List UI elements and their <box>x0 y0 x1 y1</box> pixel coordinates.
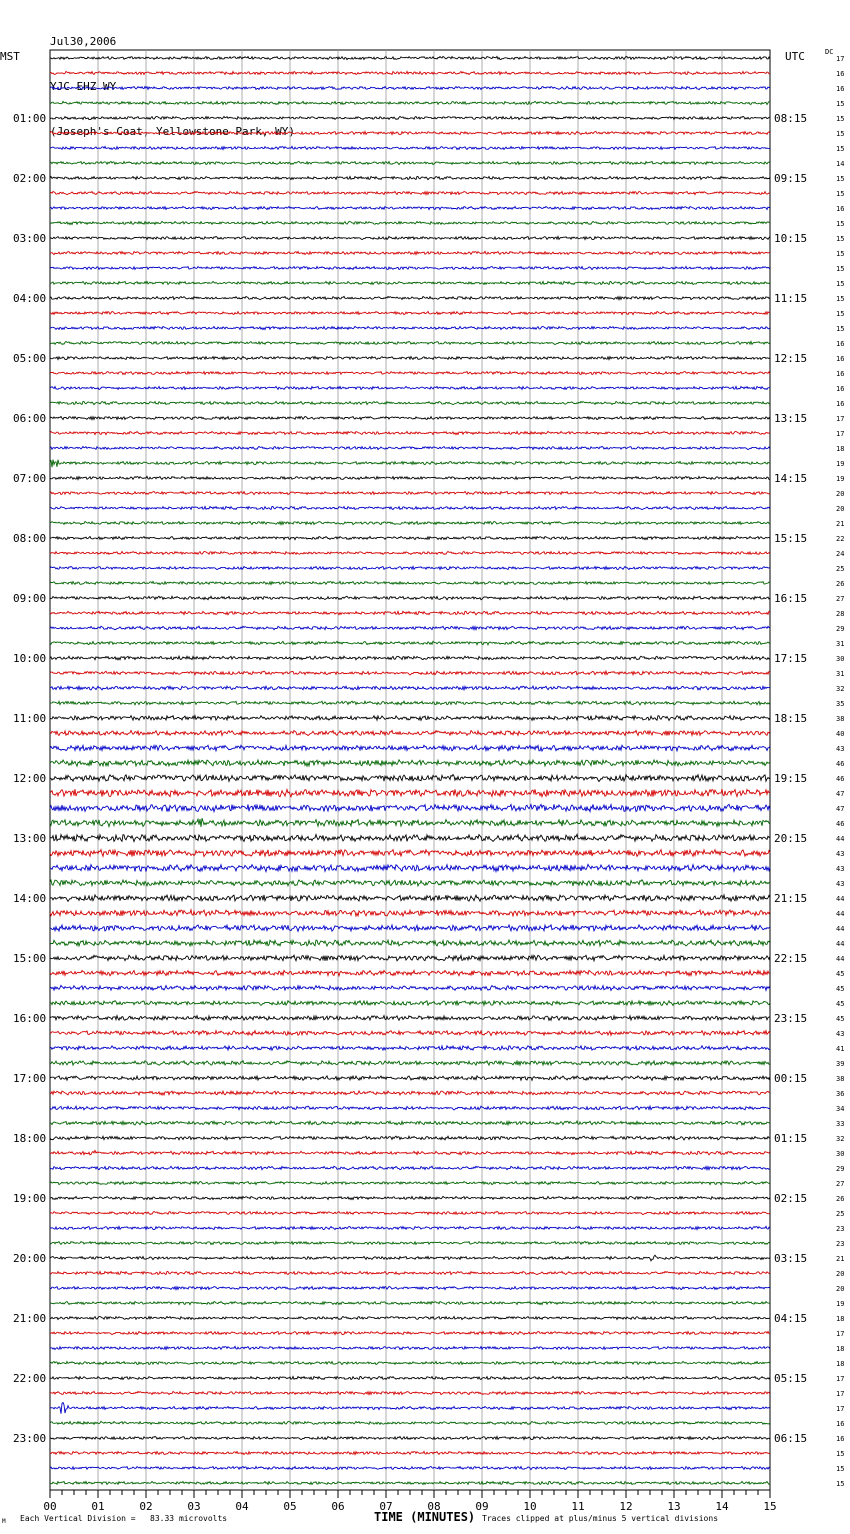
x-tick-label: 09 <box>475 1500 489 1513</box>
dc-offset-label: 24 <box>836 550 845 558</box>
seismic-trace <box>50 101 770 104</box>
dc-offset-label: 47 <box>836 790 845 798</box>
seismic-trace <box>50 296 770 299</box>
left-hour-label: 09:00 <box>13 592 47 605</box>
seismic-trace <box>50 1421 770 1424</box>
dc-offset-label: 20 <box>836 1285 845 1293</box>
seismic-trace <box>50 431 770 434</box>
seismic-trace <box>50 641 770 645</box>
left-hour-label: 17:00 <box>13 1072 47 1085</box>
seismic-trace <box>50 446 770 449</box>
dc-offset-label: 44 <box>836 895 845 903</box>
seismic-trace <box>50 1091 770 1095</box>
dc-offset-label: 47 <box>836 805 845 813</box>
right-hour-label: 15:15 <box>774 532 808 545</box>
dc-offset-label: 16 <box>836 1420 845 1428</box>
dc-offset-label: 21 <box>836 1255 845 1263</box>
seismic-trace <box>50 1346 770 1349</box>
dc-offset-label: 15 <box>836 115 845 123</box>
seismic-trace <box>50 1376 770 1379</box>
seismic-trace <box>50 1182 770 1185</box>
x-tick-label: 11 <box>571 1500 585 1513</box>
right-hour-label: 18:15 <box>774 712 808 725</box>
dc-offset-label: 43 <box>836 1030 845 1038</box>
date-label: Jul30,2006 <box>50 35 117 48</box>
dc-offset-label: 16 <box>836 205 845 213</box>
right-hour-label: 00:15 <box>774 1072 808 1085</box>
seismic-trace <box>50 146 770 149</box>
dc-offset-label: 16 <box>836 355 845 363</box>
left-hour-label: 15:00 <box>13 952 47 965</box>
seismic-trace <box>50 850 770 857</box>
seismic-trace <box>50 1166 770 1170</box>
right-hour-label: 02:15 <box>774 1192 808 1205</box>
left-hour-label: 10:00 <box>13 652 47 665</box>
seismic-trace <box>50 1150 770 1155</box>
seismic-trace <box>50 864 770 871</box>
right-hour-label: 11:15 <box>774 292 808 305</box>
seismic-trace <box>50 671 770 675</box>
dc-offset-label: 15 <box>836 220 845 228</box>
dc-offset-label: 28 <box>836 610 845 618</box>
seismic-trace <box>50 86 770 89</box>
right-hour-label: 04:15 <box>774 1312 808 1325</box>
x-tick-label: 12 <box>619 1500 633 1513</box>
seismic-trace <box>50 985 770 990</box>
clipping-note: Traces clipped at plus/minus 5 vertical divisions <box>482 1514 719 1523</box>
left-hour-label: 14:00 <box>13 892 47 905</box>
seismic-trace <box>50 1121 770 1125</box>
seismic-trace <box>50 1031 770 1036</box>
seismic-trace <box>50 1436 770 1439</box>
seismic-trace <box>50 460 770 468</box>
dc-offset-label: 46 <box>836 820 845 828</box>
dc-offset-label: 32 <box>836 1135 845 1143</box>
x-tick-label: 15 <box>763 1500 777 1513</box>
seismic-trace <box>50 552 770 555</box>
seismic-trace <box>50 1046 770 1050</box>
left-hour-label: 12:00 <box>13 772 47 785</box>
left-hour-label: 05:00 <box>13 352 47 365</box>
x-tick-label: 00 <box>43 1500 57 1513</box>
dc-offset-label: 19 <box>836 460 845 468</box>
x-tick-label: 13 <box>667 1500 681 1513</box>
x-tick-label: 03 <box>187 1500 201 1513</box>
left-hour-label: 23:00 <box>13 1432 47 1445</box>
seismic-trace <box>50 1076 770 1080</box>
seismic-trace <box>50 1287 770 1290</box>
seismic-trace <box>50 970 770 975</box>
seismic-trace <box>50 760 770 766</box>
seismic-trace <box>50 1467 770 1470</box>
seismic-trace <box>50 1211 770 1214</box>
x-tick-label: 14 <box>715 1500 729 1513</box>
dc-offset-label: 25 <box>836 1210 845 1218</box>
dc-offset-label: 44 <box>836 925 845 933</box>
seismic-trace <box>50 236 770 239</box>
right-hour-label: 10:15 <box>774 232 808 245</box>
left-hour-label: 01:00 <box>13 112 47 125</box>
dc-offset-label: 18 <box>836 1345 845 1353</box>
seismic-trace <box>50 372 770 375</box>
left-hour-label: 02:00 <box>13 172 47 185</box>
dc-offset-label: 46 <box>836 775 845 783</box>
right-hour-label: 14:15 <box>774 472 808 485</box>
dc-offset-label: 15 <box>836 190 845 198</box>
dc-offset-label: 45 <box>836 970 845 978</box>
dc-offset-label: 41 <box>836 1045 845 1053</box>
seismic-trace <box>50 1301 770 1304</box>
x-tick-label: 01 <box>91 1500 105 1513</box>
dc-offset-label: 45 <box>836 985 845 993</box>
seismic-trace <box>50 71 770 74</box>
dc-offset-label: 38 <box>836 1075 845 1083</box>
dc-offset-label: 15 <box>836 295 845 303</box>
right-hour-label: 19:15 <box>774 772 808 785</box>
dc-offset-label: 44 <box>836 940 845 948</box>
seismic-trace <box>50 1016 770 1021</box>
dc-offset-label: 17 <box>836 430 845 438</box>
dc-offset-heading: DC <box>825 48 834 56</box>
seismic-trace <box>50 476 770 479</box>
left-hour-label: 08:00 <box>13 532 47 545</box>
right-hour-label: 01:15 <box>774 1132 808 1145</box>
seismic-trace <box>50 818 770 827</box>
left-hour-label: 06:00 <box>13 412 47 425</box>
dc-offset-label: 27 <box>836 1180 845 1188</box>
seismic-trace <box>50 1271 770 1274</box>
dc-offset-label: 31 <box>836 640 845 648</box>
dc-offset-label: 17 <box>836 415 845 423</box>
dc-offset-label: 20 <box>836 505 845 513</box>
dc-offset-label: 19 <box>836 475 845 483</box>
corner-mark: M <box>2 1518 6 1525</box>
seismic-trace <box>50 401 770 404</box>
dc-offset-label: 18 <box>836 1315 845 1323</box>
seismic-trace <box>50 955 770 961</box>
x-tick-label: 08 <box>427 1500 441 1513</box>
seismic-trace <box>50 536 770 539</box>
dc-offset-label: 32 <box>836 685 845 693</box>
right-hour-label: 08:15 <box>774 112 808 125</box>
dc-offset-label: 18 <box>836 1360 845 1368</box>
x-tick-label: 04 <box>235 1500 249 1513</box>
seismic-trace <box>50 626 770 630</box>
seismic-trace <box>50 925 770 931</box>
dc-offset-label: 25 <box>836 565 845 573</box>
seismic-trace <box>50 804 770 811</box>
seismic-trace <box>50 1403 770 1414</box>
seismic-trace <box>50 834 770 841</box>
dc-offset-label: 15 <box>836 235 845 243</box>
dc-offset-label: 15 <box>836 175 845 183</box>
seismic-trace <box>50 1061 770 1066</box>
seismic-trace <box>50 730 770 735</box>
seismic-trace <box>50 1451 770 1454</box>
dc-offset-label: 17 <box>836 1390 845 1398</box>
seismic-trace <box>50 880 770 886</box>
dc-offset-label: 20 <box>836 1270 845 1278</box>
x-tick-label: 07 <box>379 1500 393 1513</box>
seismic-trace <box>50 207 770 210</box>
dc-offset-label: 16 <box>836 85 845 93</box>
seismic-trace <box>50 191 770 194</box>
dc-offset-label: 15 <box>836 310 845 318</box>
dc-offset-label: 40 <box>836 730 845 738</box>
right-hour-label: 03:15 <box>774 1252 808 1265</box>
seismic-trace <box>50 895 770 901</box>
left-hour-label: 03:00 <box>13 232 47 245</box>
right-hour-label: 06:15 <box>774 1432 808 1445</box>
left-hour-label: 13:00 <box>13 832 47 845</box>
seismic-trace <box>50 745 770 751</box>
seismic-trace <box>50 789 770 797</box>
seismic-trace <box>50 491 770 494</box>
seismic-trace <box>50 267 770 270</box>
seismic-trace <box>50 775 770 782</box>
seismic-trace <box>50 686 770 690</box>
station-label: YJC EHZ WY <box>50 80 117 93</box>
left-hour-label: 18:00 <box>13 1132 47 1145</box>
dc-offset-label: 18 <box>836 445 845 453</box>
seismic-trace <box>50 506 770 509</box>
seismic-trace <box>50 1391 770 1394</box>
right-hour-label: 16:15 <box>774 592 808 605</box>
seismic-trace <box>50 281 770 284</box>
right-hour-label: 17:15 <box>774 652 808 665</box>
seismic-trace <box>50 221 770 224</box>
dc-offset-label: 15 <box>836 1465 845 1473</box>
dc-offset-label: 38 <box>836 715 845 723</box>
dc-offset-label: 16 <box>836 70 845 78</box>
vertical-division-note: Each Vertical Division = 83.33 microvolts <box>20 1514 228 1523</box>
dc-offset-label: 34 <box>836 1105 845 1113</box>
seismic-trace <box>50 356 770 359</box>
dc-offset-label: 46 <box>836 760 845 768</box>
dc-offset-label: 44 <box>836 955 845 963</box>
seismic-trace <box>50 1106 770 1110</box>
dc-offset-label: 16 <box>836 370 845 378</box>
dc-offset-label: 30 <box>836 655 845 663</box>
dc-offset-label: 44 <box>836 835 845 843</box>
right-hour-label: 20:15 <box>774 832 808 845</box>
dc-offset-label: 43 <box>836 865 845 873</box>
right-hour-label: 23:15 <box>774 1012 808 1025</box>
left-hour-label: 07:00 <box>13 472 47 485</box>
dc-offset-label: 15 <box>836 1480 845 1488</box>
seismic-trace <box>50 386 770 389</box>
seismic-trace <box>50 161 770 164</box>
dc-offset-label: 15 <box>836 280 845 288</box>
dc-offset-label: 31 <box>836 670 845 678</box>
seismic-trace <box>50 131 770 134</box>
dc-offset-label: 36 <box>836 1090 845 1098</box>
dc-offset-label: 17 <box>836 55 845 63</box>
seismic-trace <box>50 1226 770 1229</box>
left-timezone-label: MST <box>0 50 20 63</box>
dc-offset-label: 15 <box>836 1450 845 1458</box>
seismic-trace <box>50 1196 770 1199</box>
seismic-trace <box>50 326 770 329</box>
right-hour-label: 21:15 <box>774 892 808 905</box>
right-hour-label: 22:15 <box>774 952 808 965</box>
right-hour-label: 09:15 <box>774 172 808 185</box>
dc-offset-label: 20 <box>836 490 845 498</box>
dc-offset-label: 14 <box>836 160 845 168</box>
seismic-trace <box>50 116 770 119</box>
dc-offset-label: 17 <box>836 1405 845 1413</box>
seismic-trace <box>50 522 770 525</box>
dc-offset-label: 15 <box>836 265 845 273</box>
seismic-trace <box>50 312 770 315</box>
seismic-trace <box>50 596 770 600</box>
seismic-trace <box>50 940 770 946</box>
seismic-trace <box>50 341 770 344</box>
dc-offset-label: 26 <box>836 1195 845 1203</box>
dc-offset-label: 15 <box>836 100 845 108</box>
x-axis-label: TIME (MINUTES) <box>374 1510 476 1524</box>
left-hour-label: 04:00 <box>13 292 47 305</box>
x-tick-label: 02 <box>139 1500 153 1513</box>
x-tick-label: 05 <box>283 1500 297 1513</box>
dc-offset-label: 16 <box>836 1435 845 1443</box>
right-hour-label: 13:15 <box>774 412 808 425</box>
dc-offset-label: 29 <box>836 625 845 633</box>
dc-offset-label: 43 <box>836 880 845 888</box>
seismic-trace <box>50 656 770 660</box>
dc-offset-label: 27 <box>836 595 845 603</box>
location-label: (Joseph's Coat, Yellowstone Park, WY) <box>50 125 296 138</box>
dc-offset-label: 33 <box>836 1120 845 1128</box>
seismic-trace <box>50 1242 770 1245</box>
seismic-trace <box>50 417 770 420</box>
seismic-trace <box>50 1481 770 1484</box>
left-hour-label: 16:00 <box>13 1012 47 1025</box>
x-tick-label: 10 <box>523 1500 537 1513</box>
seismic-trace <box>50 1331 770 1334</box>
dc-offset-label: 43 <box>836 745 845 753</box>
dc-offset-label: 45 <box>836 1015 845 1023</box>
dc-offset-label: 15 <box>836 325 845 333</box>
dc-offset-label: 22 <box>836 535 845 543</box>
seismic-trace <box>50 1316 770 1319</box>
dc-offset-label: 44 <box>836 910 845 918</box>
left-hour-label: 22:00 <box>13 1372 47 1385</box>
seismic-trace <box>50 1361 770 1364</box>
dc-offset-label: 35 <box>836 700 845 708</box>
dc-offset-label: 43 <box>836 850 845 858</box>
seismic-trace <box>50 1001 770 1006</box>
x-tick-label: 06 <box>331 1500 345 1513</box>
dc-offset-label: 23 <box>836 1240 845 1248</box>
seismic-trace <box>50 581 770 584</box>
dc-offset-label: 15 <box>836 130 845 138</box>
seismic-trace <box>50 716 770 721</box>
right-hour-label: 05:15 <box>774 1372 808 1385</box>
left-hour-label: 21:00 <box>13 1312 47 1325</box>
seismic-trace <box>50 1255 770 1261</box>
dc-offset-label: 15 <box>836 145 845 153</box>
left-hour-label: 11:00 <box>13 712 47 725</box>
seismic-trace <box>50 910 770 916</box>
seismic-trace <box>50 56 770 59</box>
dc-offset-label: 17 <box>836 1330 845 1338</box>
seismic-trace <box>50 251 770 254</box>
right-hour-label: 12:15 <box>774 352 808 365</box>
seismic-trace <box>50 701 770 705</box>
dc-offset-label: 16 <box>836 400 845 408</box>
seismic-trace <box>50 1136 770 1140</box>
dc-offset-label: 26 <box>836 580 845 588</box>
dc-offset-label: 15 <box>836 250 845 258</box>
dc-offset-label: 30 <box>836 1150 845 1158</box>
right-timezone-label: UTC <box>785 50 805 63</box>
dc-offset-label: 17 <box>836 1375 845 1383</box>
dc-offset-label: 19 <box>836 1300 845 1308</box>
dc-offset-label: 16 <box>836 385 845 393</box>
seismic-trace <box>50 566 770 569</box>
dc-offset-label: 21 <box>836 520 845 528</box>
seismic-trace <box>50 611 770 615</box>
dc-offset-label: 23 <box>836 1225 845 1233</box>
dc-offset-label: 45 <box>836 1000 845 1008</box>
dc-offset-label: 39 <box>836 1060 845 1068</box>
dc-offset-label: 29 <box>836 1165 845 1173</box>
left-hour-label: 19:00 <box>13 1192 47 1205</box>
left-hour-label: 20:00 <box>13 1252 47 1265</box>
dc-offset-label: 16 <box>836 340 845 348</box>
seismic-trace <box>50 176 770 179</box>
